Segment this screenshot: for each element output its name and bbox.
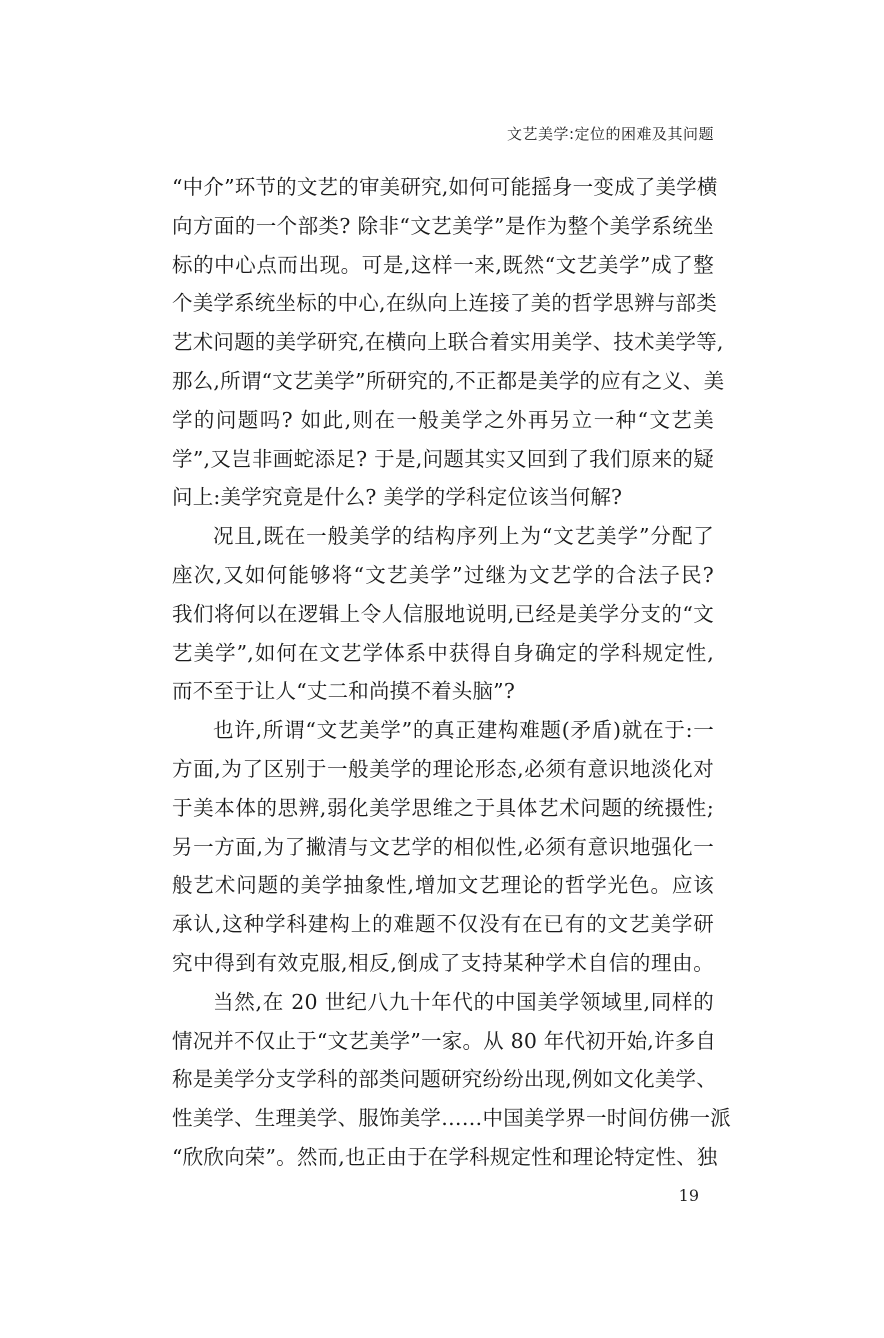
running-header: 文艺美学:定位的困难及其问题	[506, 125, 714, 143]
text-line: 我们将何以在逻辑上令人信服地说明,已经是美学分支的“文	[172, 601, 714, 626]
page-number: 19	[678, 1186, 699, 1205]
text-line: 称是美学分支学科的部类问题研究纷纷出现,例如文化美学、	[172, 1067, 717, 1092]
text-line: 另一方面,为了撇清与文艺学的相似性,必须有意识地强化一	[172, 834, 714, 859]
text-line: 况且,既在一般美学的结构序列上为“文艺美学”分配了	[213, 524, 714, 549]
paragraph	[172, 711, 714, 983]
text-line: 学的问题吗? 如此,则在一般美学之外再另立一种“文艺美	[172, 407, 714, 432]
text-line: 承认,这种学科建构上的难题不仅没有在已有的文艺美学研	[172, 912, 714, 937]
text-line: 情况并不仅止于“文艺美学”一家。从 80 年代初开始,许多自	[172, 1028, 717, 1053]
paragraph	[172, 168, 725, 517]
text-line: 向方面的一个部类? 除非“文艺美学”是作为整个美学系统坐	[172, 213, 714, 238]
body-text	[172, 168, 731, 1177]
text-line: “中介”环节的文艺的审美研究,如何可能摇身一变成了美学横	[172, 175, 718, 199]
text-line: 座次,又如何能够将“文艺美学”过继为文艺学的合法子民?	[172, 562, 714, 587]
text-line: “欣欣向荣”。然而,也正由于在学科规定性和理论特定性、独	[172, 1144, 718, 1169]
text-line: 而不至于让人“丈二和尚摸不着头脑”?	[172, 679, 516, 704]
text-line: 般艺术问题的美学抽象性,增加文艺理论的哲学光色。应该	[172, 873, 714, 898]
text-line: 于美本体的思辨,弱化美学思维之于具体艺术问题的统摄性;	[172, 795, 714, 820]
text-line: 性美学、生理美学、服饰美学……中国美学界一时间仿佛一派	[172, 1106, 731, 1131]
text-line: 究中得到有效克服,相反,倒成了支持某种学术自信的理由。	[172, 950, 714, 975]
text-line: 那么,所谓“文艺美学”所研究的,不正都是美学的应有之义、美	[172, 368, 725, 393]
paragraph	[172, 517, 714, 711]
text-line: 标的中心点而出现。可是,这样一来,既然“文艺美学”成了整	[172, 252, 714, 277]
text-line: 艺术问题的美学研究,在横向上联合着实用美学、技术美学等,	[172, 330, 724, 355]
text-line: 个美学系统坐标的中心,在纵向上连接了美的哲学思辨与部类	[172, 291, 717, 316]
text-line: 学”,又岂非画蛇添足? 于是,问题其实又回到了我们原来的疑	[172, 446, 714, 471]
text-line: 问上:美学究竟是什么? 美学的学科定位该当何解?	[172, 485, 623, 510]
paragraph	[172, 983, 731, 1177]
text-line: 当然,在 20 世纪八九十年代的中国美学领域里,同样的	[213, 989, 714, 1014]
text-line: 方面,为了区别于一般美学的理论形态,必须有意识地淡化对	[172, 756, 714, 781]
text-line: 也许,所谓“文艺美学”的真正建构难题(矛盾)就在于:一	[213, 718, 714, 743]
text-line: 艺美学”,如何在文艺学体系中获得自身确定的学科规定性,	[172, 640, 714, 665]
